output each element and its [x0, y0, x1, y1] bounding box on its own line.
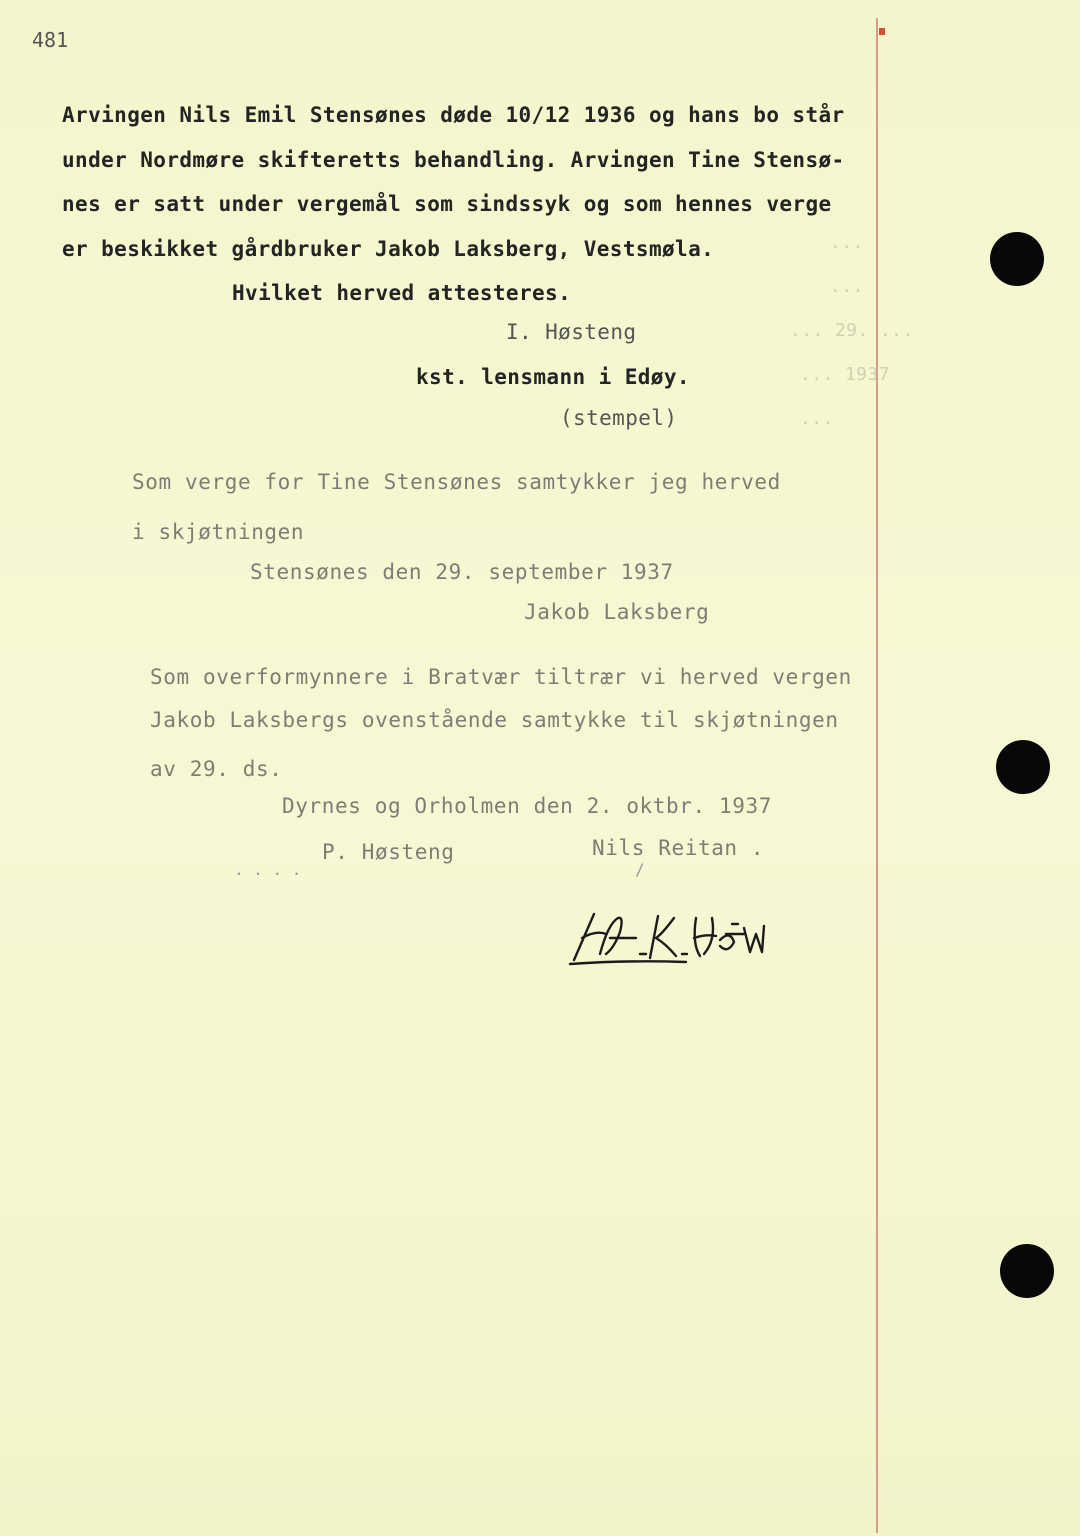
guardians-line: Som overformynnere i Bratvær tiltrær vi herved vergen [150, 665, 852, 689]
margin-mark [879, 28, 885, 35]
page-number: 481 [32, 28, 69, 52]
punch-hole [996, 740, 1050, 794]
bleed-through-text: ... [830, 232, 864, 253]
stamp-note: (stempel) [560, 406, 678, 430]
punch-hole [1000, 1244, 1054, 1298]
paragraph-line: Arvingen Nils Emil Stensønes døde 10/12 1936 og hans bo står [62, 103, 845, 127]
paragraph-line: under Nordmøre skifteretts behandling. Arvingen Tine Stensø- [62, 148, 845, 172]
paragraph-line: nes er satt under vergemål som sindssyk og som hennes verge [62, 192, 832, 216]
handwritten-signature [566, 904, 766, 968]
consent-line: i skjøtningen [132, 520, 305, 544]
attestation-line: Hvilket herved attesteres. [232, 281, 572, 305]
guardians-place-date: Dyrnes og Orholmen den 2. oktbr. 1937 [282, 794, 772, 818]
bleed-through-text: ... [800, 408, 834, 429]
guardian-signer: P. Høsteng [322, 840, 455, 864]
signer-name: I. Høsteng [506, 320, 637, 344]
stray-dots: . . . . [234, 860, 302, 879]
guardians-line: Jakob Laksbergs ovenstående samtykke til skjøtningen [150, 708, 839, 732]
guardian-signer: Nils Reitan . [592, 836, 765, 860]
consent-place-date: Stensønes den 29. september 1937 [250, 560, 674, 584]
bleed-through-text: ... [830, 276, 864, 297]
bleed-through-text: ... 29. ... [790, 320, 914, 341]
guardians-line: av 29. ds. [150, 757, 283, 781]
margin-line [876, 18, 878, 1533]
bleed-through-text: ... 1937 [800, 364, 890, 385]
consent-signer: Jakob Laksberg [524, 600, 710, 624]
paragraph-line: er beskikket gårdbruker Jakob Laksberg, Vestsmøla. [62, 237, 715, 261]
stray-mark: / [635, 860, 645, 879]
consent-line: Som verge for Tine Stensønes samtykker jeg herved [132, 470, 781, 494]
punch-hole [990, 232, 1044, 286]
signer-title: kst. lensmann i Edøy. [416, 365, 690, 389]
